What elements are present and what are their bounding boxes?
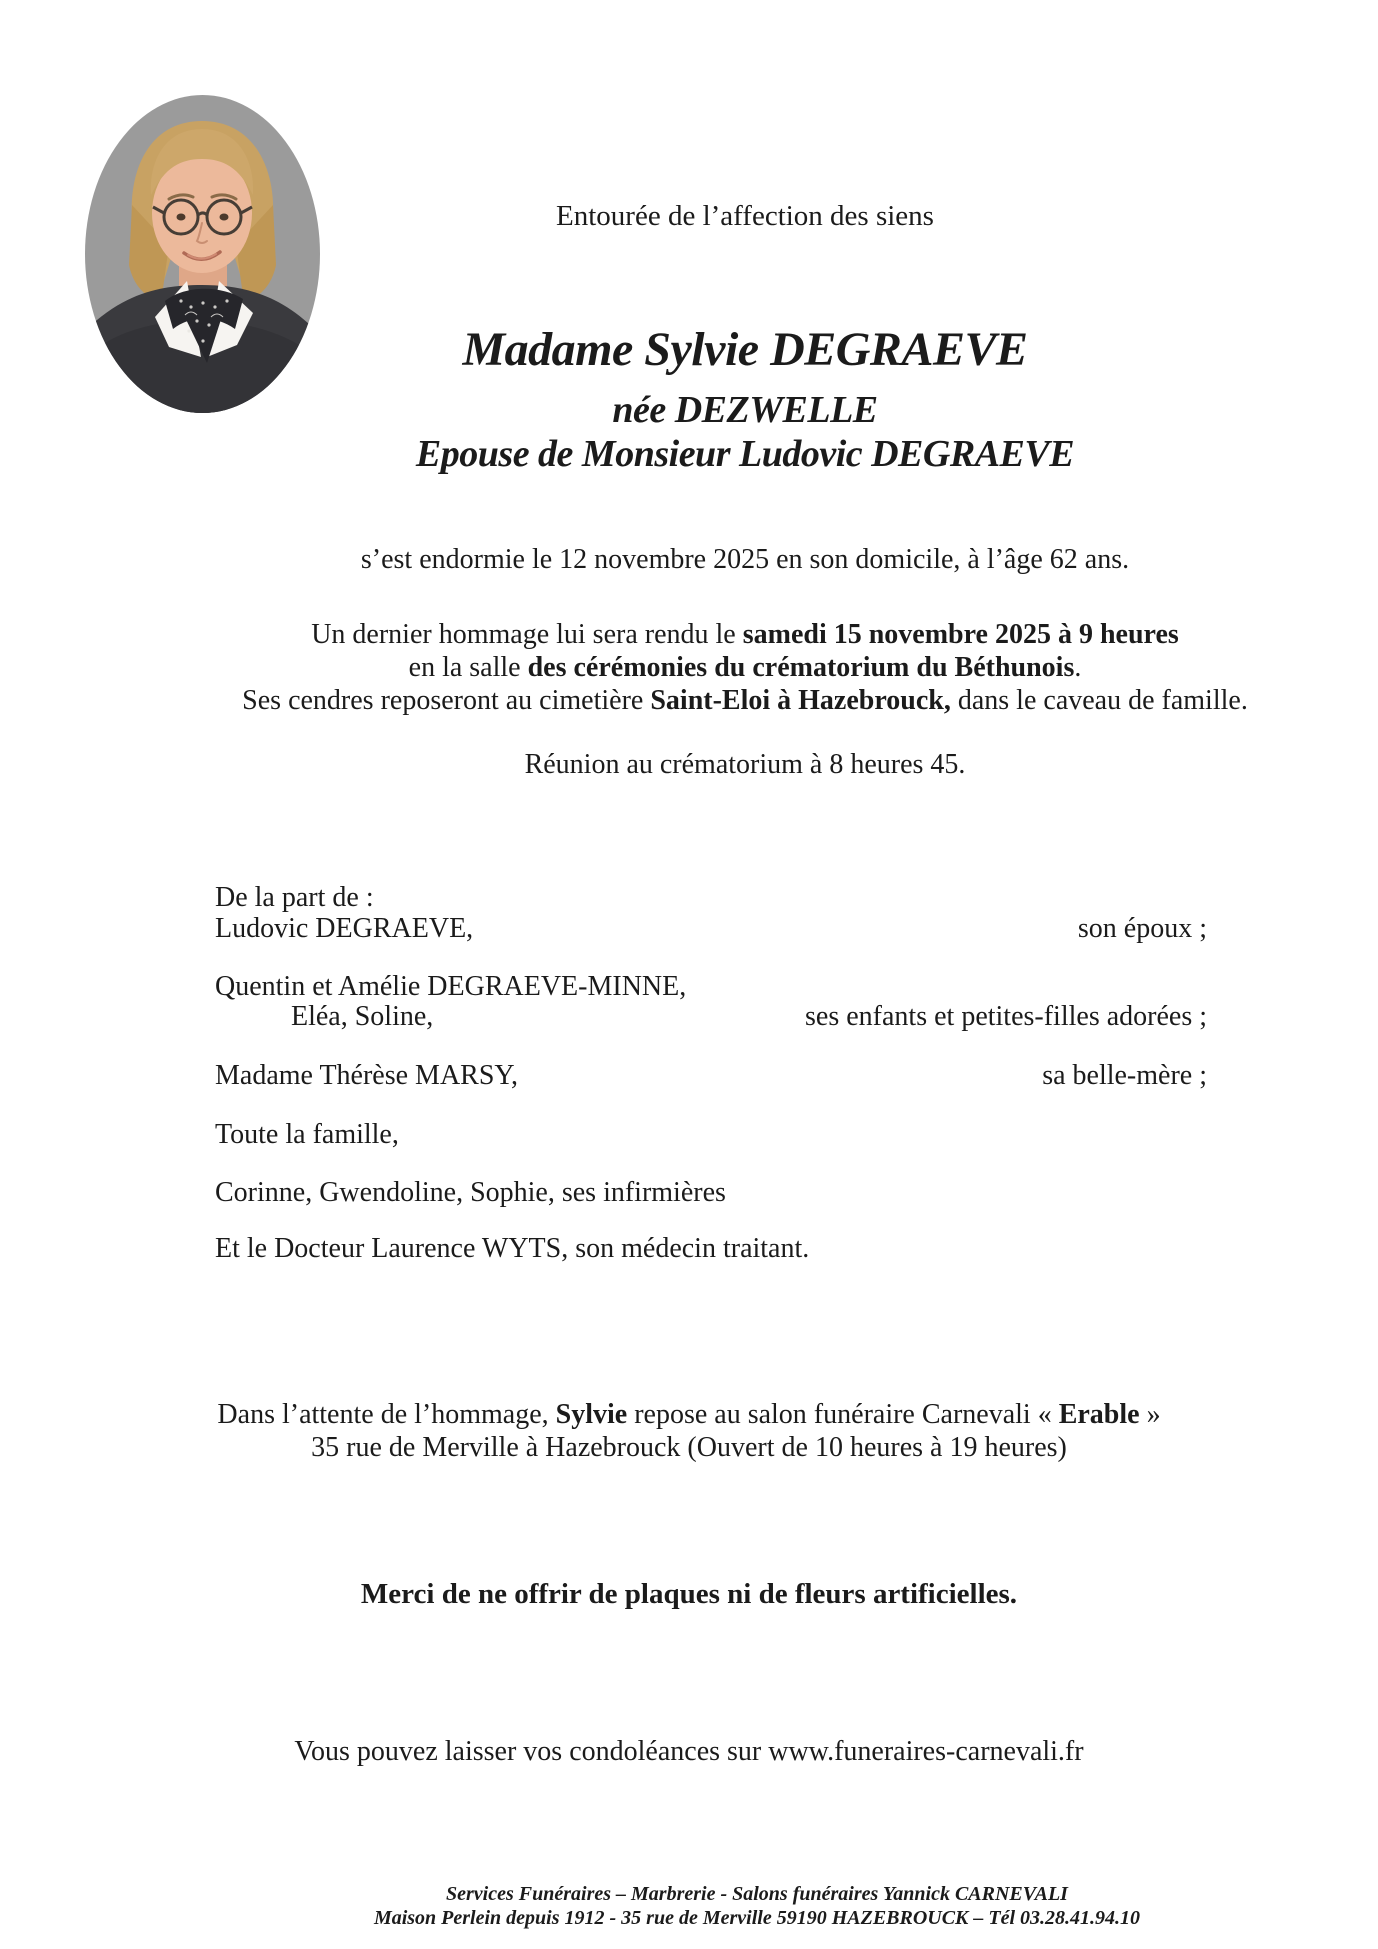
no-flowers-request xyxy=(0,1578,1378,1611)
footer-line-1: Services Funéraires – Marbrerie - Salons funéraires Yannick CARNEVALI xyxy=(446,1883,1068,1905)
opening-text: Entourée de l’affection des siens xyxy=(556,200,934,232)
opening-line xyxy=(112,200,1378,233)
relative-name: Madame Thérèse MARSY, xyxy=(215,1060,519,1091)
family-row xyxy=(215,1119,1207,1151)
ceremony-line-3 xyxy=(112,684,1378,717)
ceremony-line-3-text: Ses cendres reposeront au cimetière xyxy=(242,685,651,716)
relative-name: Et le Docteur Laurence WYTS, son médecin traitant. xyxy=(215,1233,810,1264)
funeral-home-line-2 xyxy=(0,1431,1378,1464)
family-row xyxy=(215,1177,1207,1209)
funeral-home-line-2-text: 35 rue de Merville à Hazebrouck (Ouvert de 10 heures à 19 heures) xyxy=(311,1432,1067,1463)
family-intro xyxy=(215,882,1207,914)
footer-line-2: Maison Perlein depuis 1912 - 35 rue de Merville 59190 HAZEBROUCK – Tél 03.28.41.94.10 xyxy=(373,1907,1141,1929)
family-intro-text: De la part de : xyxy=(215,882,374,913)
relative-name: Eléa, Soline, xyxy=(291,1001,434,1032)
maiden-name xyxy=(112,388,1378,432)
relative-relation: son époux ; xyxy=(1077,913,1207,944)
spouse-line-text: Epouse de Monsieur Ludovic DEGRAEVE xyxy=(415,433,1075,475)
ceremony-block xyxy=(112,618,1378,717)
family-row xyxy=(215,1001,1207,1033)
death-notice xyxy=(112,543,1378,576)
death-notice-text: s’est endormie le 12 novembre 2025 en son domicile, à l’âge 62 ans. xyxy=(360,544,1130,575)
family-row xyxy=(215,1233,1207,1265)
relative-relation: ses enfants et petites-filles adorées ; xyxy=(805,1001,1207,1032)
condolences-line xyxy=(0,1735,1378,1768)
ceremony-line-3-post: dans le caveau de famille. xyxy=(950,685,1248,716)
spouse-line xyxy=(112,432,1378,476)
funeral-home-block xyxy=(0,1398,1378,1464)
funeral-home-line-1-mid: repose au salon funéraire Carnevali « xyxy=(627,1399,1059,1430)
relative-name: Toute la famille, xyxy=(215,1119,399,1150)
deceased-name xyxy=(112,322,1378,377)
no-flowers-request-text: Merci de ne offrir de plaques ni de fleurs artificielles. xyxy=(360,1578,1018,1610)
condolences-line-text: Vous pouvez laisser vos condoléances sur www.funeraires-carnevali.fr xyxy=(294,1736,1084,1767)
funeral-home-line-1-text: Dans l’attente de l’hommage, xyxy=(217,1399,556,1430)
ceremony-line-2 xyxy=(112,651,1378,684)
family-row xyxy=(215,971,1207,1003)
ceremony-line-1 xyxy=(112,618,1378,651)
family-row xyxy=(215,1060,1207,1092)
ceremony-line-1-text: Un dernier hommage lui sera rendu le xyxy=(311,619,743,650)
relative-name: Quentin et Amélie DEGRAEVE-MINNE, xyxy=(215,971,687,1002)
deceased-name-text: Madame Sylvie DEGRAEVE xyxy=(462,323,1028,376)
funeral-home-line-1-post: » xyxy=(1139,1399,1161,1430)
meeting-line xyxy=(112,748,1378,781)
ceremony-line-3-bold: Saint-Eloi à Hazebrouck, xyxy=(650,685,951,716)
maiden-name-text: née DEZWELLE xyxy=(612,389,878,431)
funeral-services-footer xyxy=(136,1882,1378,1930)
ceremony-line-2-post: . xyxy=(1074,652,1082,683)
family-row xyxy=(215,913,1207,945)
relative-name: Corinne, Gwendoline, Sophie, ses infirmières xyxy=(215,1177,726,1208)
relative-relation: sa belle-mère ; xyxy=(1042,1060,1207,1091)
ceremony-line-2-bold: des cérémonies du crématorium du Béthunois xyxy=(527,652,1075,683)
funeral-home-line-1-bold-name: Sylvie xyxy=(555,1399,628,1430)
ceremony-line-1-bold: samedi 15 novembre 2025 à 9 heures xyxy=(742,619,1179,650)
relative-name: Ludovic DEGRAEVE, xyxy=(215,913,474,944)
funeral-home-line-1-bold-room: Erable xyxy=(1058,1399,1140,1430)
funeral-home-line-1 xyxy=(0,1398,1378,1431)
ceremony-line-2-text: en la salle xyxy=(408,652,528,683)
meeting-line-text: Réunion au crématorium à 8 heures 45. xyxy=(524,749,966,780)
